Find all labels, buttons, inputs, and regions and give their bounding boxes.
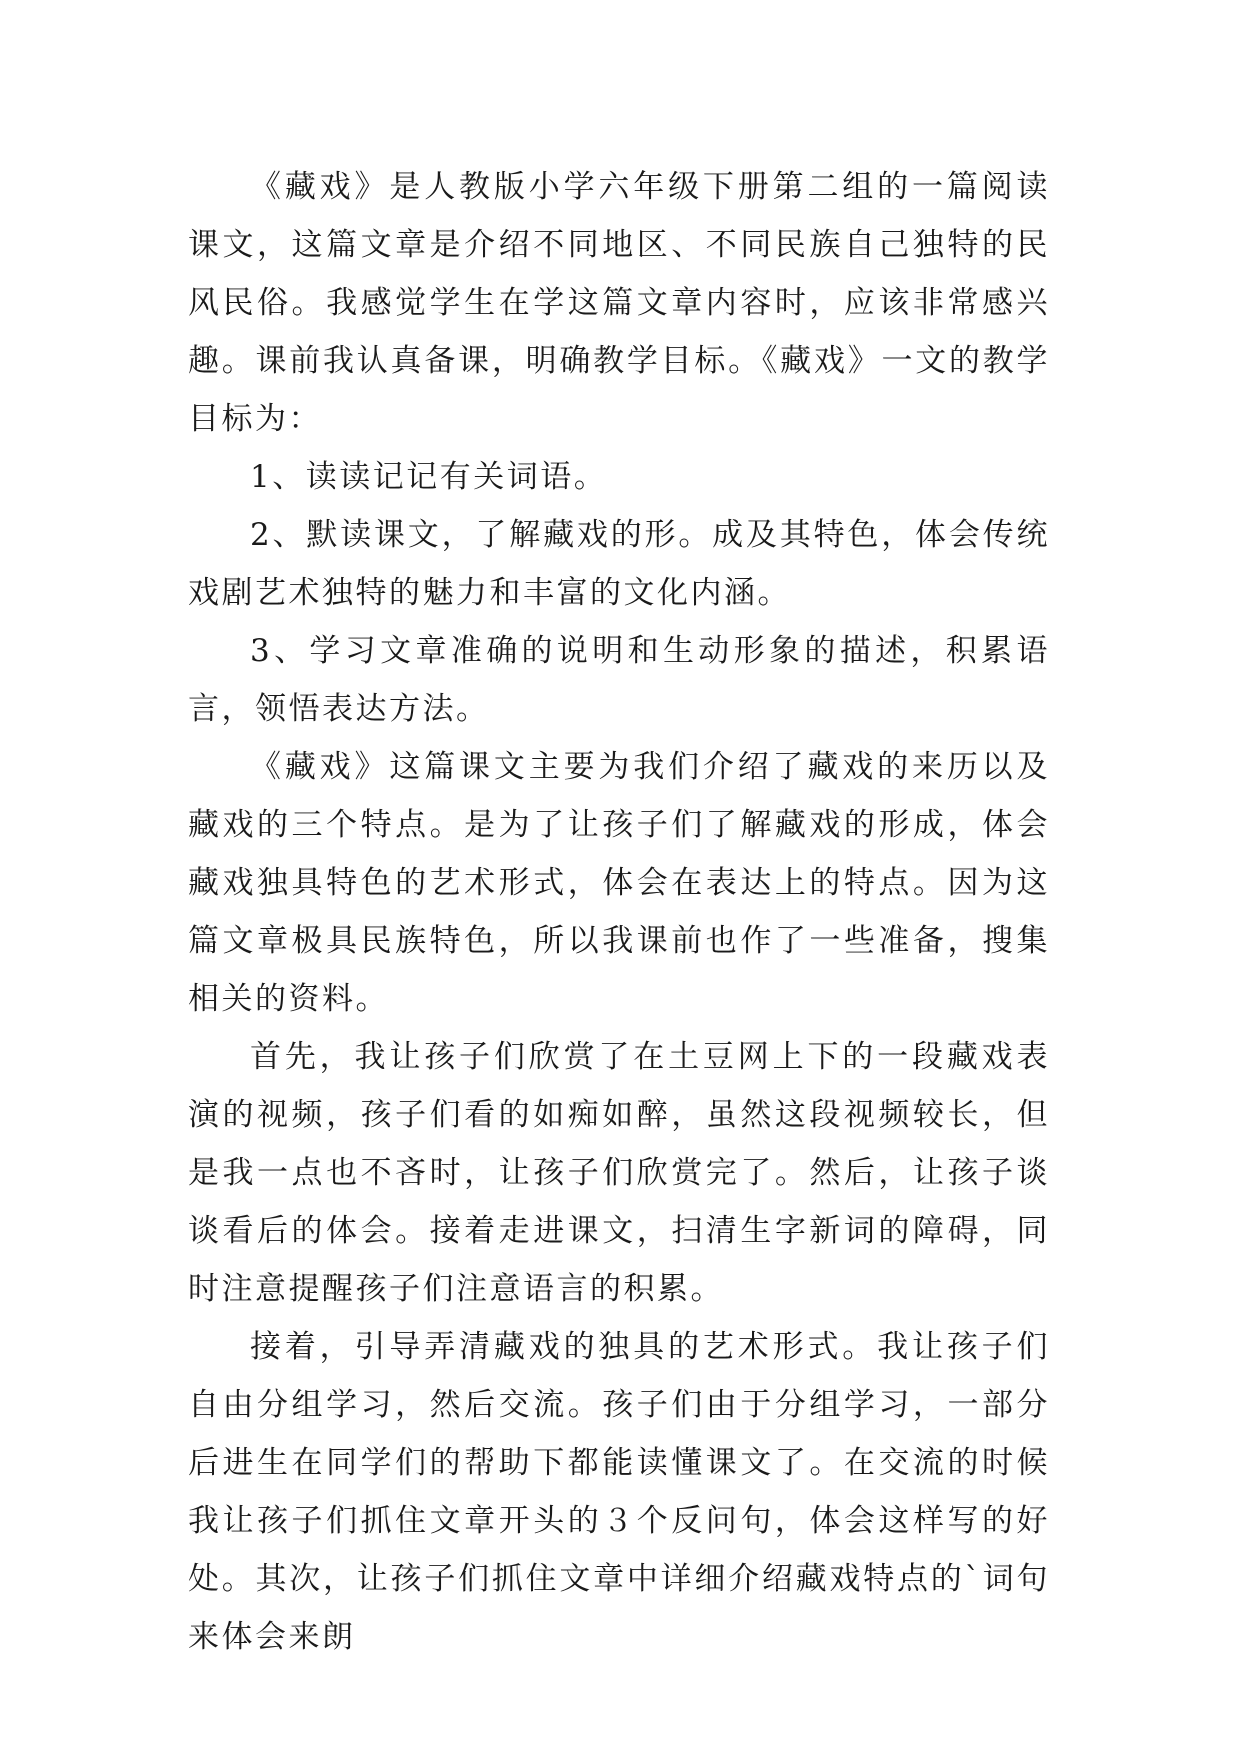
paragraph-overview: 《藏戏》这篇课文主要为我们介绍了藏戏的来历以及藏戏的三个特点。是为了让孩子们了解藏戏的形成，体会藏戏独具特色的艺术形式，体会在表达上的特点。因为这篇文章极具民族特色，所以我课前也作了一些准备，搜集相关的资料。 [188, 749, 1050, 1017]
paragraph-goal-3: 3、学习文章准确的说明和生动形象的描述，积累语言，领悟表达方法。 [188, 633, 1050, 727]
document-body [188, 158, 1050, 1666]
paragraph-intro: 《藏戏》是人教版小学六年级下册第二组的一篇阅读课文，这篇文章是介绍不同地区、不同民族自己独特的民风民俗。我感觉学生在学这篇文章内容时，应该非常感兴趣。课前我认真备课，明确教学目标。《藏戏》一文的教学目标为： [188, 169, 1050, 437]
paragraph-next: 接着，引导弄清藏戏的独具的艺术形式。我让孩子们自由分组学习，然后交流。孩子们由于分组学习，一部分后进生在同学们的帮助下都能读懂课文了。在交流的时候我让孩子们抓住文章开头的３个反问句，体会这样写的好处。其次，让孩子们抓住文章中详细介绍藏戏特点的`词句来体会来朗 [188, 1329, 1050, 1655]
paragraph-goal-2: 2、默读课文，了解藏戏的形。成及其特色，体会传统戏剧艺术独特的魅力和丰富的文化内涵。 [188, 517, 1050, 611]
paragraph-goal-1: 1、读读记记有关词语。 [250, 459, 608, 495]
paragraph-first: 首先，我让孩子们欣赏了在土豆网上下的一段藏戏表演的视频，孩子们看的如痴如醉，虽然这段视频较长，但是我一点也不吝时，让孩子们欣赏完了。然后，让孩子谈谈看后的体会。接着走进课文，扫清生字新词的障碍，同时注意提醒孩子们注意语言的积累。 [188, 1039, 1050, 1307]
